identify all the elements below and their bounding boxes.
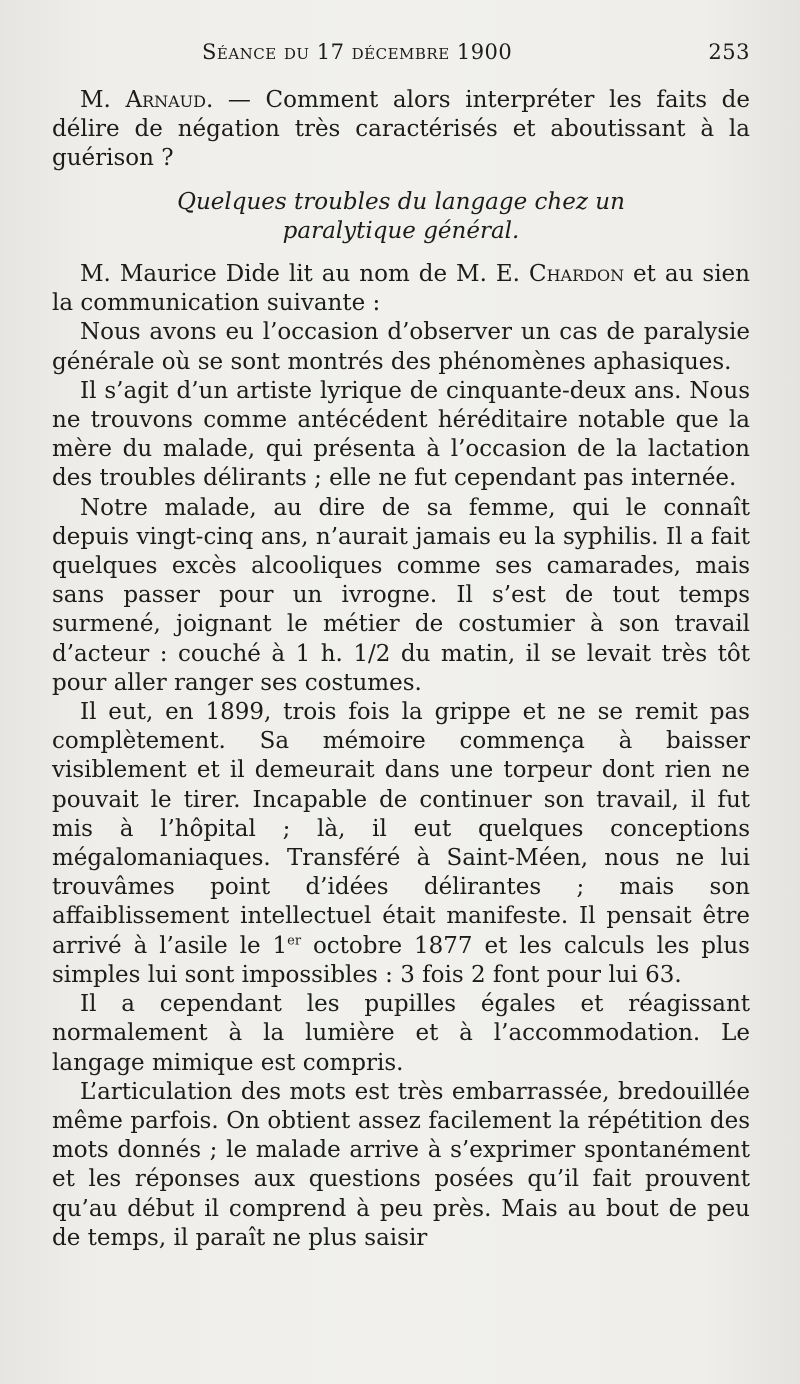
paragraph-dide (52, 260, 750, 318)
section-title (52, 188, 750, 246)
paragraph-text: Il eut, en 1899, trois fois la grippe et ne se remit pas complètement. Sa mémoire commença à baisser visiblement et il demeurait dans une torpeur dont rien ne pouvait le tirer. Incapable de continuer son travail, il fut mis à l’hôpital ; là, il eut quelques conceptions mégalomaniaques. Transféré à Saint-Méen, nous ne lui trouvâmes point d’idées délirantes ; mais son affaiblissement intellectuel était manifeste. Il pensait être arrivé à l’asile le 1 (52, 699, 750, 959)
speaker-name: M. Arnaud. (80, 87, 214, 113)
paragraph-text: — Comment alors interpréter les faits de délire de négation très caractérisés et aboutissant à la guérison ? (52, 87, 750, 172)
paragraph-antecedents: Notre malade, au dire de sa femme, qui le connaît depuis vingt-cinq ans, n’aurait jamais eu la syphilis. Il a fait quelques excès alcooliques comme ses camarades, mais sans passer pour un ivrogne. Il s’est de tout temps surmené, joignant le métier de costumier à son travail d’acteur : couché à 1 h. 1/2 du matin, il se levait très tôt pour aller ranger ses costumes. (52, 494, 750, 696)
paragraph-text: M. Maurice Dide lit au nom de M. E. (80, 261, 529, 288)
paragraph-pupils: Il a cependant les pupilles égales et réagissant normalement à la lumière et à l’accommodation. Le langage mimique est compris. (52, 991, 750, 1076)
paragraph-text: octobre 1877 et les calculs les plus simples lui sont impossibles : 3 fois 2 font pour lui 63. (52, 932, 750, 988)
author-name: Chardon (528, 261, 625, 288)
page-number: 253 (708, 40, 750, 64)
running-header (52, 0, 750, 82)
section-title-line-1: Quelques troubles du langage chez un (177, 188, 625, 215)
section-title-line-2: paralytique général. (282, 217, 520, 244)
paragraph-history: Il s’agit d’un artiste lyrique de cinquante-deux ans. Nous ne trouvons comme antécédent héréditaire notable que la mère du malade, qui présenta à l’occasion de la lactation des troubles délirants ; elle ne fut cependant pas internée. (52, 377, 750, 492)
paragraph-text: et au sien la communication suivante : (52, 261, 750, 317)
paragraph-illness (52, 698, 750, 990)
paragraph-articulation: L’articulation des mots est très embarrassée, bredouillée même parfois. On obtient assez facilement la répétition des mots donnés ; le malade arrive à s’exprimer spontanément et les réponses aux questions posées qu’il fait prouvent qu’au début il comprend à peu près. Mais au bout de peu de temps, il paraît ne plus saisir (52, 1078, 750, 1251)
page-body (52, 86, 750, 1253)
running-title: Séance du 17 décembre 1900 (202, 40, 513, 64)
paragraph-arnaud (52, 86, 750, 174)
paragraph-intro: Nous avons eu l’occasion d’observer un cas de paralysie générale où se sont montrés des phénomènes aphasiques. (52, 319, 750, 375)
superscript: er (287, 933, 302, 949)
